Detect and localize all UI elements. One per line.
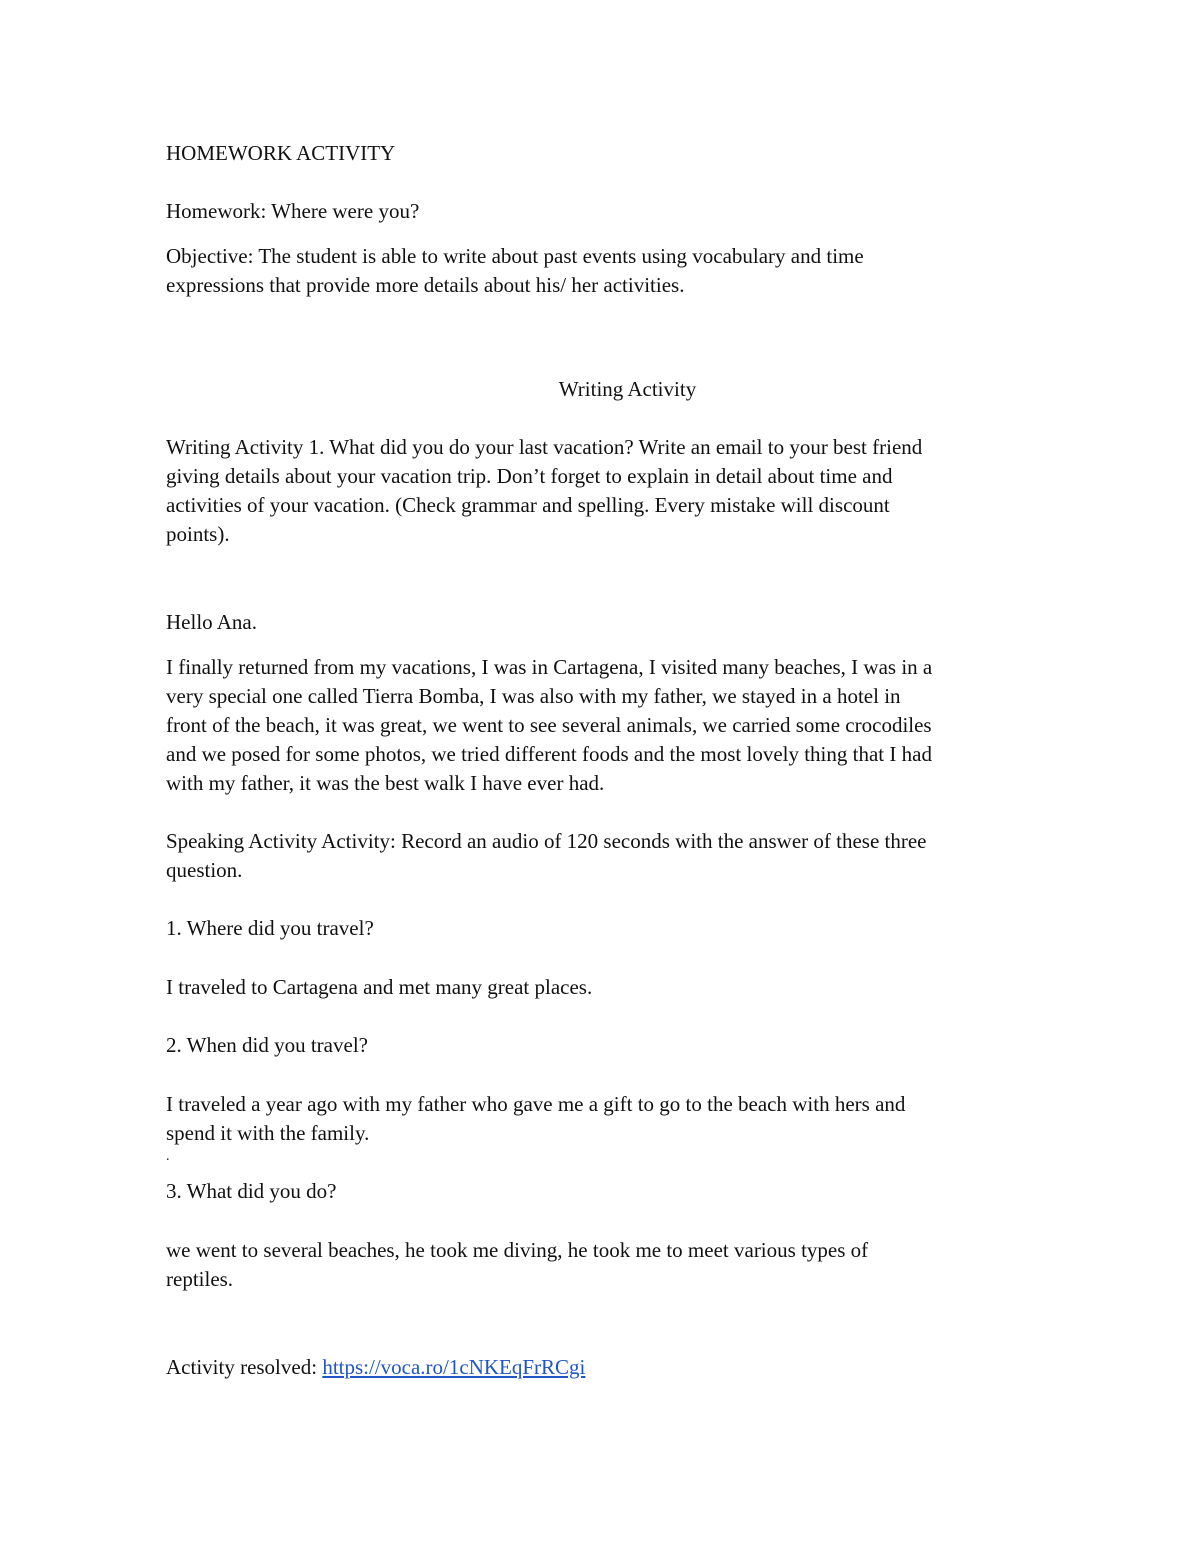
writing-prompt-line-3: activities of your vacation. (Check grammar and spelling. Every mistake will discount [166, 493, 890, 517]
activity-resolved-link[interactable]: https://voca.ro/1cNKEqFrRCgi [322, 1355, 586, 1379]
email-body-line-3: front of the beach, it was great, we went to see several animals, we carried some crocodiles [166, 713, 932, 737]
answer-3-line-1: we went to several beaches, he took me diving, he took me to meet various types of [166, 1238, 869, 1262]
email-body-line-1: I finally returned from my vacations, I was in Cartagena, I visited many beaches, I was in a [166, 655, 933, 679]
activity-resolved [166, 1353, 585, 1382]
stray-dot: . [166, 1149, 170, 1164]
answer-2-line-2: spend it with the family. [166, 1121, 370, 1145]
objective-line-1: Objective: The student is able to write about past events using vocabulary and time [166, 244, 864, 268]
writing-prompt-line-1: Writing Activity 1. What did you do your last vacation? Write an email to your best friend [166, 435, 923, 459]
email-body-line-4: and we posed for some photos, we tried different foods and the most lovely thing that I had [166, 742, 932, 766]
answer-3-line-2: reptiles. [166, 1267, 234, 1291]
writing-prompt-line-4: points). [166, 522, 230, 546]
question-1: 1. Where did you travel? [166, 916, 374, 940]
speaking-line-1: Speaking Activity Activity: Record an audio of 120 seconds with the answer of these three [166, 829, 927, 853]
email-body-line-2: very special one called Tierra Bomba, I was also with my father, we stayed in a hotel in [166, 684, 901, 708]
answer-1: I traveled to Cartagena and met many great places. [166, 975, 593, 999]
activity-resolved-label: Activity resolved: [166, 1355, 323, 1379]
writing-prompt-line-2: giving details about your vacation trip. Don’t forget to explain in detail about time and [166, 464, 893, 488]
section-title: Writing Activity [558, 377, 697, 401]
speaking-line-2: question. [166, 858, 243, 882]
document-heading: HOMEWORK ACTIVITY [166, 141, 396, 165]
email-body-line-5: with my father, it was the best walk I have ever had. [166, 771, 605, 795]
question-2: 2. When did you travel? [166, 1033, 368, 1057]
email-greeting: Hello Ana. [166, 610, 257, 634]
question-3: 3. What did you do? [166, 1179, 337, 1203]
answer-2-line-1: I traveled a year ago with my father who gave me a gift to go to the beach with hers and [166, 1092, 906, 1116]
objective-line-2: expressions that provide more details about his/ her activities. [166, 273, 685, 297]
homework-line: Homework: Where were you? [166, 199, 420, 223]
